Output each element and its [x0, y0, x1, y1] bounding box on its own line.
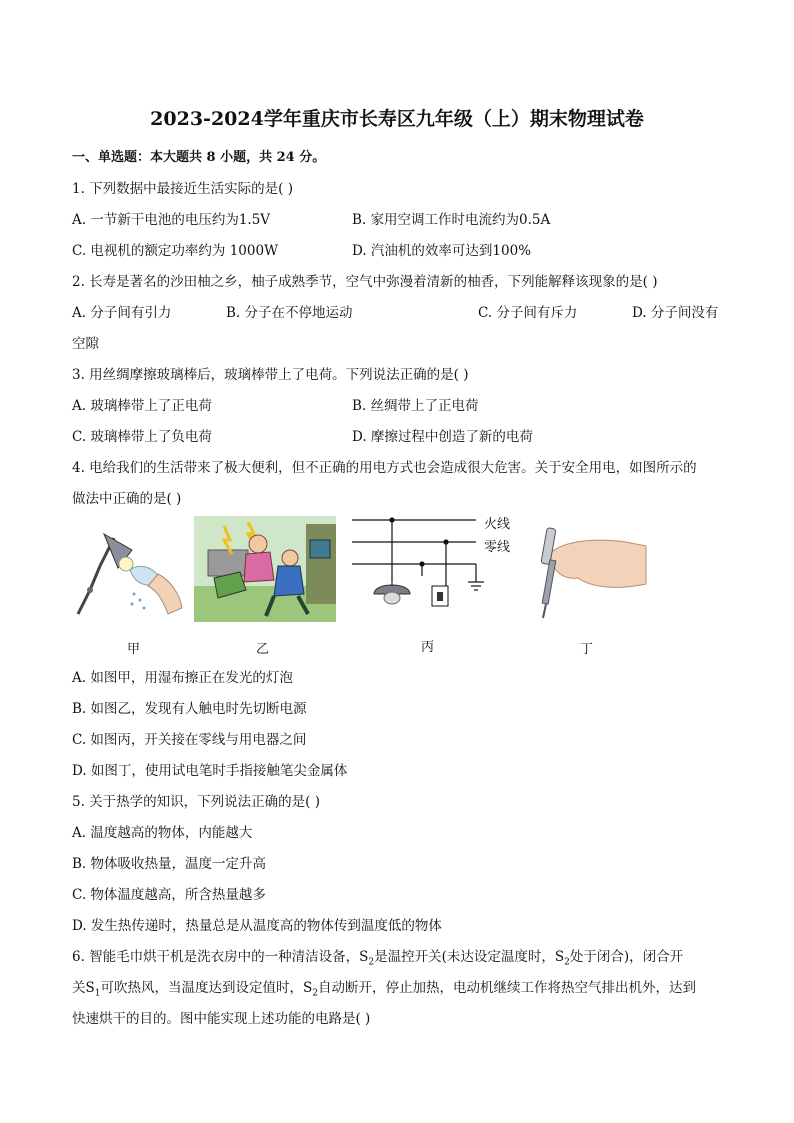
neutral-wire-label: 零线: [484, 540, 511, 555]
q5-option-b: B. 物体吸收热量，温度一定升高: [72, 856, 267, 872]
q2-option-d-continued: 空隙: [72, 336, 99, 352]
q4-option-d: D. 如图丁，使用试电笔时手指接触笔尖金属体: [72, 763, 348, 779]
page-title: 2023-2024学年重庆市长寿区九年级（上）期末物理试卷: [150, 108, 644, 130]
q2-option-d: D. 分子间没有: [632, 305, 719, 321]
q1-option-d: D. 汽油机的效率可达到100%: [352, 243, 532, 259]
q4-option-c: C. 如图丙，开关接在零线与用电器之间: [72, 732, 307, 748]
q3-option-d: D. 摩擦过程中创造了新的电荷: [352, 429, 533, 445]
q6-stem-line2: 关$S_1$可吹热风，当温度达到设定值时，$S_2$自动断开，停止加热，电动机继续工作将热空气排出机外，达到: [72, 980, 696, 999]
q5-option-a: A. 温度越高的物体，内能越大: [72, 825, 253, 841]
q4-stem-line1: 4. 电给我们的生活带来了极大便利，但不正确的用电方式也会造成很大危害。关于安全用电，如图所示的: [72, 460, 697, 476]
section-header: 一、单选题：本大题共 8 小题，共 24 分。: [72, 150, 326, 165]
q5-option-c: C. 物体温度越高，所含热量越多: [72, 887, 266, 903]
q2-option-c: C. 分子间有斥力: [478, 305, 578, 321]
figure-label-bing: 丙: [421, 640, 435, 655]
q4-stem-line2: 做法中正确的是( ): [72, 491, 182, 507]
figure-ding-test-pen: [538, 520, 648, 620]
figure-jia-lamp-wet-cloth: [70, 528, 186, 618]
q2-option-b: B. 分子在不停地运动: [226, 305, 353, 321]
q4-option-a: A. 如图甲，用湿布擦正在发光的灯泡: [72, 670, 293, 686]
q2-stem: 2. 长寿是著名的沙田柚之乡，柚子成熟季节，空气中弥漫着清新的柚香，下列能解释该现象的是( ): [72, 274, 658, 290]
q4-option-b: B. 如图乙，发现有人触电时先切断电源: [72, 701, 307, 717]
q1-option-c: C. 电视机的额定功率约为 1000W: [72, 243, 278, 259]
q6-stem-line1: 6. 智能毛巾烘干机是洗衣房中的一种清洁设备，$S_2$是温控开关(未达设定温度时，$S_2$处于闭合)，闭合开: [72, 949, 684, 968]
q3-option-a: A. 玻璃棒带上了正电荷: [72, 398, 212, 414]
q1-option-b: B. 家用空调工作时电流约为0.5A: [352, 212, 551, 228]
q5-option-d: D. 发生热传递时，热量总是从温度高的物体传到温度低的物体: [72, 918, 442, 934]
q5-stem: 5. 关于热学的知识，下列说法正确的是( ): [72, 794, 320, 810]
q1-stem: 1. 下列数据中最接近生活实际的是( ): [72, 181, 293, 197]
figure-label-ding: 丁: [580, 642, 594, 657]
q6-stem-line3: 快速烘干的目的。图中能实现上述功能的电路是( ): [72, 1011, 371, 1027]
figure-label-yi: 乙: [256, 642, 270, 657]
live-wire-label: 火线: [484, 517, 511, 532]
q3-stem: 3. 用丝绸摩擦玻璃棒后，玻璃棒带上了电荷。下列说法正确的是( ): [72, 367, 469, 383]
q1-option-a: A. 一节新干电池的电压约为1.5V: [72, 212, 271, 228]
q3-option-c: C. 玻璃棒带上了负电荷: [72, 429, 212, 445]
figure-yi-shock-rescue: [194, 516, 336, 622]
q3-option-b: B. 丝绸带上了正电荷: [352, 398, 479, 414]
figure-label-jia: 甲: [127, 642, 141, 657]
q2-option-a: A. 分子间有引力: [72, 305, 172, 321]
